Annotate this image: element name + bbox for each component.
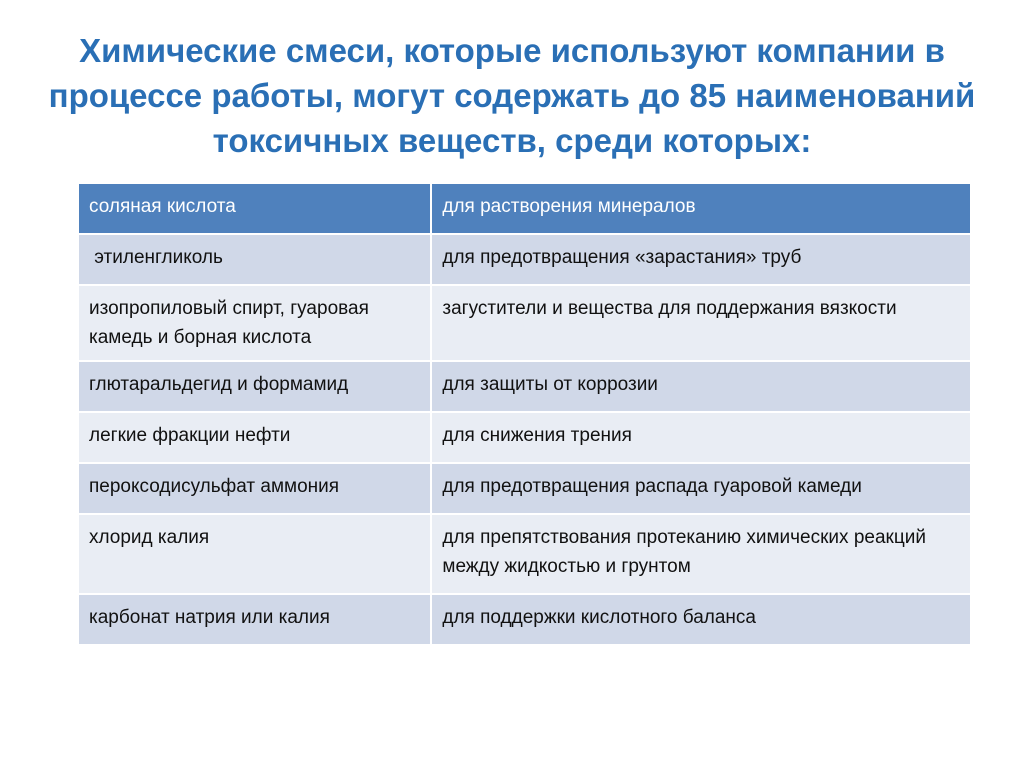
table-row	[78, 514, 971, 594]
slide-title: Химические смеси, которые используют компании в процессе работы, могут содержать до 85 наименований токсичных веществ, среди которых:	[48, 32, 976, 159]
table-cell-purpose: загустители и вещества для поддержания вязкости	[431, 285, 971, 361]
table-cell-purpose: для препятствования протеканию химических реакций между жидкостью и грунтом	[431, 514, 971, 594]
table-cell-substance: хлорид калия	[78, 514, 431, 594]
table-row	[78, 463, 971, 514]
table-cell-purpose: для предотвращения распада гуаровой камеди	[431, 463, 971, 514]
table-cell-substance: легкие фракции нефти	[78, 412, 431, 463]
table-cell-substance: глютаральдегид и формамид	[78, 361, 431, 412]
table-cell-substance: пероксодисульфат аммония	[78, 463, 431, 514]
table-cell-purpose: для предотвращения «зарастания» труб	[431, 234, 971, 285]
table-cell-purpose: для защиты от коррозии	[431, 361, 971, 412]
table-row	[78, 594, 971, 645]
table-cell-purpose: для снижения трения	[431, 412, 971, 463]
table-cell-substance: карбонат натрия или калия	[78, 594, 431, 645]
table-header-cell-substance: соляная кислота	[78, 183, 431, 234]
table-cell-substance: этиленгликоль	[78, 234, 431, 285]
table-row	[78, 234, 971, 285]
table-header-row	[78, 183, 971, 234]
table-cell-substance: изопропиловый спирт, гуаровая камедь и борная кислота	[78, 285, 431, 361]
table-row	[78, 361, 971, 412]
substances-table	[77, 182, 972, 646]
table-cell-purpose: для поддержки кислотного баланса	[431, 594, 971, 645]
table-row	[78, 285, 971, 361]
table-row	[78, 412, 971, 463]
table-header-cell-purpose: для растворения минералов	[431, 183, 971, 234]
